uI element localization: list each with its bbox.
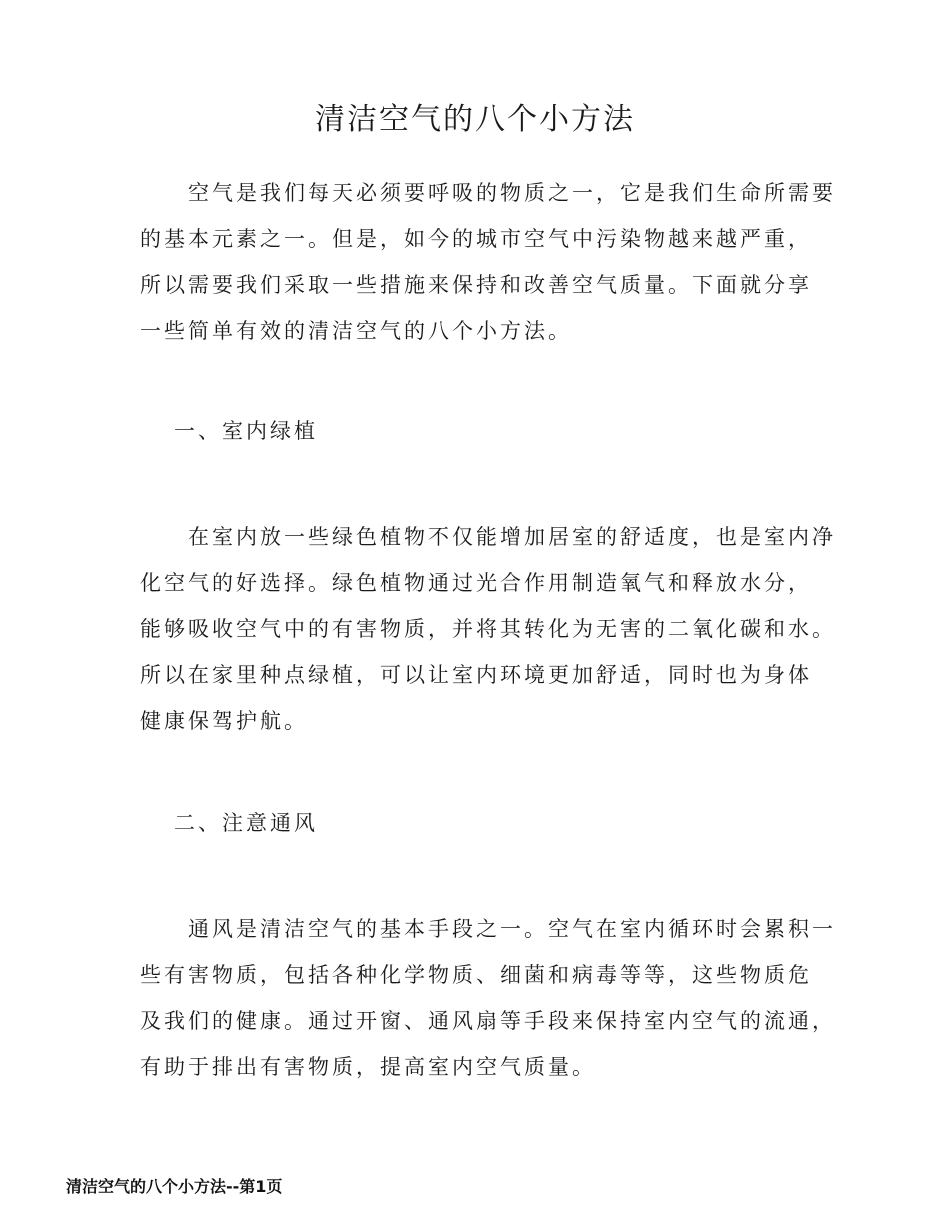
section-1-line-5: 健康保驾护航。 [140, 709, 308, 733]
section-2-line-2: 些有害物质，包括各种化学物质、细菌和病毒等等，这些物质危 [140, 963, 812, 987]
section-1-line-2: 化空气的好选择。绿色植物通过光合作用制造氧气和释放水分， [140, 571, 812, 595]
section-2-line-3: 及我们的健康。通过开窗、通风扇等手段来保持室内空气的流通， [140, 1009, 836, 1033]
section-1-line-4: 所以在家里种点绿植，可以让室内环境更加舒适，同时也为身体 [140, 663, 812, 687]
intro-line-4: 一些简单有效的清洁空气的八个小方法。 [140, 319, 572, 343]
intro-line-1: 空气是我们每天必须要呼吸的物质之一，它是我们生命所需要 [140, 181, 836, 205]
section-1-line-3: 能够吸收空气中的有害物质，并将其转化为无害的二氧化碳和水。 [140, 617, 836, 641]
intro-line-2: 的基本元素之一。但是，如今的城市空气中污染物越来越严重， [140, 227, 812, 251]
section-1-line-1: 在室内放一些绿色植物不仅能增加居室的舒适度，也是室内净 [140, 525, 836, 549]
section-2-line-4: 有助于排出有害物质，提高室内空气质量。 [140, 1055, 596, 1079]
section-2-line-1: 通风是清洁空气的基本手段之一。空气在室内循环时会累积一 [140, 917, 836, 941]
section-2-heading: 二、注意通风 [174, 811, 318, 835]
page-footer: 清洁空气的八个小方法--第1页 [66, 1177, 283, 1196]
section-1-heading: 一、室内绿植 [174, 419, 318, 443]
intro-paragraph [140, 170, 840, 354]
document-title: 清洁空气的八个小方法 [315, 102, 635, 137]
intro-line-3: 所以需要我们采取一些措施来保持和改善空气质量。下面就分享 [140, 273, 812, 297]
section-1-paragraph [140, 514, 840, 744]
section-2-paragraph [140, 906, 840, 1090]
